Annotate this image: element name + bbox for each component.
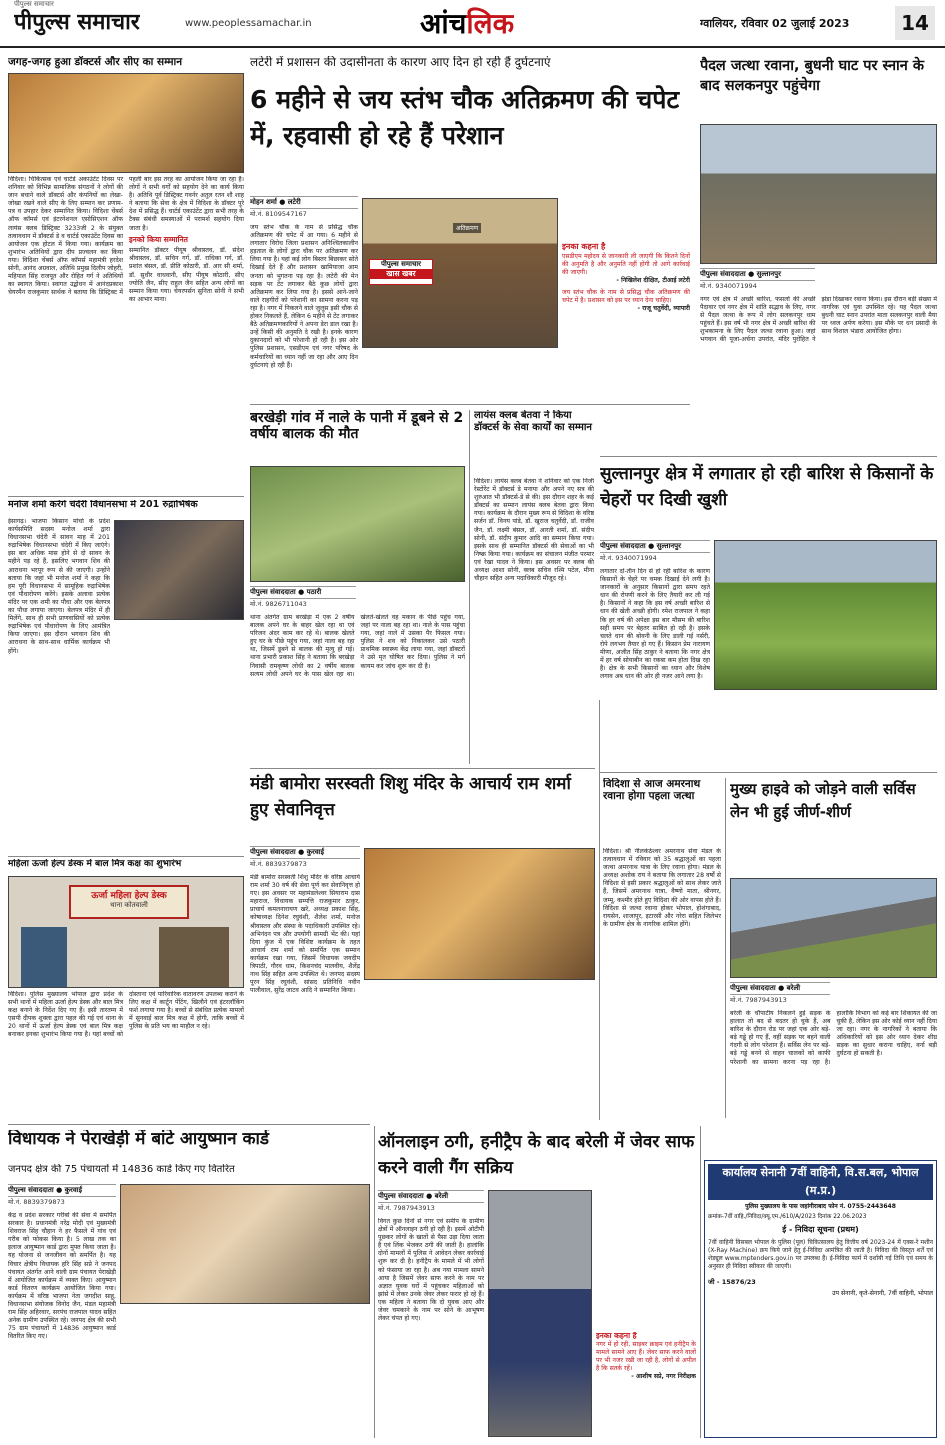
byline-mobile: मो.नं. 7987943913 <box>730 996 787 1004</box>
section-title-part-b: लिक <box>466 7 515 40</box>
tender-advertisement <box>704 1160 937 1438</box>
photo-nala <box>250 466 465 582</box>
headline-text: विधायक ने पेराखेड़ी में बांटे आयुष्मान कार्ड <box>8 1130 269 1149</box>
story-ayushman-body-cont <box>120 1308 370 1437</box>
headline-text: विदिशा से आज अमरनाथ रवाना होगा पहला जत्था <box>603 778 701 803</box>
website-url[interactable]: www.peoplessamachar.in <box>185 18 312 29</box>
story-text: विदिशा। लायंस क्लब बेतवा ने शनिवार को एक निजी रेस्टोरेंट में डॉक्टर्स डे मनाया और अपने नए सत्र की शुरुआत भी डॉक्टर्स-डे से की। इस दौरान शहर के कई डॉक्टर्स का सम्मान लायंस क्लब बेतवा द्वारा किया गया। कार्यक्रम के दौरान मुख्य रूप से विदिशा के वरिष्ठ सर्जन डॉ. विनय पांडे, डॉ. खुराज चतुर्वेदी, डॉ. राजीव जैन, डॉ. लक्ष्मी बंसल, डॉ. आरती शर्मा, डॉ. संदीप सोनी, डॉ. संदीप कुमार आदि का सम्मान किया गया। इसके साथ ही सम्मानित डॉक्टर्स की सेवाओं का भी निष्क्र किया गया। कार्यक्रम का संचालन मंजीत परमार एवं रेखा यादव ने किया। इस अवसर पर क्लब की अध्यक्ष आशा सोनी, क्लब सचिव रश्मि पटेल, मीना चौहान सहित अन्य पदाधिकारी मौजूद रहे। <box>474 478 594 583</box>
quotes-box <box>562 242 690 400</box>
byline-mobile: मो.नं. 8839379873 <box>250 860 307 868</box>
story-paidal-jattha-body <box>700 296 937 452</box>
divider <box>600 456 937 457</box>
quote-1-author: - निखिलेश दीक्षित, टीआई लटेरी <box>616 277 690 285</box>
headline-text: 6 महीने से जय स्तंभ चौक अतिक्रमण की चपेट में, रहवासी हो रहे हैं परेशान <box>250 85 680 151</box>
byline-pathari <box>250 586 356 610</box>
board-title: ऊर्जा महिला हेल्प डेस्क <box>91 891 167 901</box>
story-rudrabhishek-body <box>8 518 110 854</box>
divider <box>250 404 690 405</box>
quote-1-text: एसडीएम महोदय से जानकारी ली जाएगी कि कितने दिनों की अनुमति है और अनुमति नहीं होगी तो आगे कार्रवाई की जाएगी। <box>562 253 690 277</box>
story-ayushman-headline <box>8 1130 370 1162</box>
story-text: विगत कुछ दिनों से नगर एवं समीप के ग्रामीण क्षेत्रों में ऑनलाइन ठगी हो रही है। इसमें ओटीपी पूछकर लोगों के खातों से पैसा उड़ा दिया जाता है एवं लिंक भेजकर ठगी की जाती है। हालांकि दोनों मामलों में पुलिस ने आवेदन लेकर कार्रवाई शुरू कर दी है। हनीट्रैप के मामले में भी लोगों को फंसाया जा रहा है। अब नया मामला सामने आया है जिसमें जेवर साफ करने के नाम पर अज्ञात युवक घरों में पहुंचकर महिलाओं को झांसे में लेकर उनके जेवर लेकर फरार हो रहे हैं। एक महिला ने बताया कि दो युवक आए और जेवर चमकाने के नाम पर सोने के आभूषण लेकर चंपत हो गए। <box>378 1218 484 1323</box>
headline-text: सुल्तानपुर क्षेत्र में लगातार हो रही बारिश से किसानों के चेहरों पर दिखी खुशी <box>600 464 934 510</box>
story-text: ईसागढ़। भाजपा किसान मोर्चा के प्रदेश कार्यसमिति सदस्य मनोज शर्मा द्वारा विधानसभा चंदेरी में सावन माह में 201 रुद्राभिषेक विधानसभा चंदेरी में किए जाएंगे। इस बार अधिक मास होने से दो सावन के महीने पड़ रहे हैं, इसलिए भगवान शिव की आराधना भरपूर रूप से की जाएगी। उन्होंने बताया कि जहां भी मनोज शर्मा ने कहा कि हम पूरी विधानसभा में सामूहिक रुद्राभिषेक एवं पौधारोपण करेंगे। इसके अलावा प्रत्येक मंदिर पर एक शमी का पौधा और एक बेलपत्र का पौधा लगाया जाएगा। बेलपत्र मंदिर में ही मिलेंगे, साथ ही सभी प्राणवासियों को प्रत्येक रुद्राभिषेक एवं पौधारोपण के लिए आमंत्रित किया जाएगा। इस दौरान भगवान शिव की आराधना के साथ-साथ धार्मिक कार्यक्रम भी होंगे। <box>8 518 110 655</box>
story-service-lane-body <box>730 1010 937 1155</box>
headline-text: मनोज शर्मा करेंगे चंदेरी विधानसभा में 201 रुद्राभिषेक <box>8 500 198 510</box>
ad-body: 7वीं वाहिनी विसबल भोपाल के पुलिस (पूल) चिकित्सालय हेतु वित्तीय वर्ष 2023-24 में एक्स-रे मशीन (X-Ray Machine) क्रय किये जाने हेतु ई-निविदा आमंत्रित की जाती है। निविदा की विस्तृत शर्तें एवं शेड्यूल www.mptenders.gov.in पर उपलब्ध हैं। ई-निविदा फार्म में दर्शायी गई तिथि एवं समय के अनुसार ही निविदा स्वीकार की जाएगी। <box>708 1239 933 1271</box>
headline-text: मंडी बामोरा सरस्वती शिशु मंदिर के आचार्य राम शर्मा हुए सेवानिवृत्त <box>250 774 571 820</box>
logo-tagline: पीपुल्स समाचार <box>14 0 54 8</box>
quotes-heading: इनका कहना है <box>562 242 606 251</box>
photo-encroachment-tent <box>362 198 558 348</box>
story-barkhedi-headline <box>250 410 465 462</box>
byline-text: पीपुल्स संवाददाता ● कुरवाई <box>8 1184 116 1197</box>
ad-tender-title: ई - निविदा सूचना (प्रथम) <box>782 1225 859 1234</box>
subhead-text: जनपद क्षेत्र की 75 पंचायतों में 14836 कार्ड किए गए वितरित <box>8 1164 235 1175</box>
story-rudrabhishek-body-cont <box>114 624 244 854</box>
story-help-desk-headline <box>8 859 244 873</box>
story-rain-headline <box>600 462 937 536</box>
story-help-desk-body <box>8 991 244 1121</box>
story-paidal-jattha-headline <box>700 56 937 120</box>
byline-bareli <box>730 982 830 1006</box>
divider <box>374 1126 375 1438</box>
story-text: केंद्र व प्रदेश सरकार गरीबों की सेवा में समर्पित सरकार है। प्रधानमंत्री नरेंद्र मोदी एवं मुख्यमंत्री शिवराज सिंह चौहान ने हर फैसले में गांव एवं गरीब को फोकस किया है। 5 लाख तक का इलाज आयुष्मान कार्ड द्वारा मुफ्त किया जाता है। यह योजना से जनजीवन को समर्पित है। यह विचार क्षेत्रीय विधायक हरि सिंह सप्रे ने जनपद पंचायत अंतर्गत आने वाली ग्राम पंचायत पेराखेड़ी में आयोजित कार्यक्रम में व्यक्त किए। आयुष्मान कार्ड वितरण कार्यक्रम आयोजित किया गया। कार्यक्रम में वरिष्ठ भाजपा नेता जगदीश साहू, विधानसभा संयोजक विनोद जैन, मंडल महामंत्री राम सिंह अहिरवार, सरपंच राजपाल यादव सहित अनेक ग्रामीण उपस्थित रहे। जनपद क्षेत्र की सभी 75 ग्राम पंचायतों में 14836 आयुष्मान कार्ड वितरित किए गए। <box>8 1212 116 1341</box>
divider <box>700 1126 701 1438</box>
poster-child-line <box>21 927 67 987</box>
divider <box>469 410 470 764</box>
newspaper-logo: पीपुल्स समाचार <box>14 9 140 35</box>
story-jay-stambh-kicker <box>250 56 690 78</box>
story-jay-stambh-body-cont <box>362 352 558 400</box>
byline-mobile: मो.नं. 9340071994 <box>700 282 757 290</box>
story-lions-headline <box>474 410 594 474</box>
page-number: 14 <box>895 6 935 40</box>
byline-mobile: मो.नं. 9340071994 <box>600 554 657 562</box>
byline-latheri <box>250 196 358 220</box>
story-doctors-ca-headline <box>8 56 244 70</box>
divider <box>8 1124 370 1125</box>
byline-bareli-2 <box>378 1190 484 1214</box>
kicker-text: लटेरी में प्रशासन की उदासीनता के कारण आए दिन हो रही हैं दुर्घटनाएं <box>250 56 551 69</box>
byline-text: पीपुल्स संवाददाता ● सुल्तानपुर <box>700 268 815 281</box>
story-rudrabhishek-headline <box>8 500 244 514</box>
photo-retirement-felicitation <box>364 848 595 980</box>
byline-sultanpur <box>700 268 815 292</box>
story-amarnath-body <box>603 848 721 1120</box>
masthead <box>0 0 945 48</box>
story-fraud-body-right <box>596 1190 696 1330</box>
byline-mobile: मो.नं. 8109547167 <box>250 210 307 218</box>
banner-text: अतिक्रमण <box>453 223 481 233</box>
divider <box>8 496 244 497</box>
story-text: बरेली के चौपाटीय निकलने हुई सड़क के हालात तो बद से बदतर हो चुके हैं, अब बारिश के दौरान रोड पर जहां एक ओर बड़े-बड़े गड्ढे हो गए हैं, वहीं सड़क पर बहने वाली गंदगी से लोग परेशान हैं। सर्विस लेन पर बड़े-बड़े गड्ढे बनने से वाहन चालकों को काफी परेशानी का सामना करना पड़ रहा है। हालांकि विभाग को कई बार शिकायत की जा चुकी है, लेकिन इस ओर कोई ध्यान नहीं दिया जा रहा। नगर के नागरिकों ने बताया कि अधिकारियों को इस ओर ध्यान देकर शीघ्र सड़क का सुधार कराना चाहिए, वर्ना बड़ी दुर्घटना हो सकती है। <box>730 1010 937 1066</box>
photo-service-lane <box>730 878 937 978</box>
photo-rice-field <box>714 540 937 690</box>
headline-text: पैदल जत्था रवाना, बुधनी घाट पर स्नान के बाद सलकनपुर पहुंचेगा <box>700 58 925 95</box>
story-mandi-bamora-headline <box>250 772 595 842</box>
divider <box>725 778 726 1118</box>
fraud-quote-box <box>596 1332 696 1437</box>
ad-signature: उप सेनानी, कृते-सेनानी, 7वीं वाहिनी, भोपाल <box>832 1290 933 1298</box>
badge-brand: पीपुल्स समाचार <box>380 260 422 268</box>
story-lions-body <box>474 478 594 764</box>
edition-date: ग्वालियर, रविवार 02 जुलाई 2023 <box>700 17 850 30</box>
headline-text: जगह-जगह हुआ डॉक्टर्स और सीए का सम्मान <box>8 56 183 68</box>
story-rain-body-cont <box>714 694 937 768</box>
quote-2-author: - राजू चतुर्वेदी, व्यापारी <box>637 304 690 312</box>
story-fraud-headline <box>378 1130 696 1186</box>
story-text: विदिशा। श्री नीलकंठेश्वर अमरनाथ सेवा मंडल के तत्वावधान में रविवार को 35 श्रद्धालुओं का पहला जत्था अमरनाथ यात्रा के लिए रवाना होगा। मंडल के अध्यक्ष अशोक राय ने बताया कि लगातार 28 वर्षों से विदिशा से इसी प्रकार श्रद्धालुओं को साथ लेकर जाते हैं, जिसमें अमरनाथ यात्रा, वैष्णो माता, श्रीनगर, जम्मू, कश्मीर होते हुए विदिशा की ओर वापस होते हैं। विदिशा से जत्था रवाना होकर भोपाल, होशंगाबाद, रायसेन, शाजापुर, इटारसी और नरेरा सहित जिलेभर के ग्रामीण क्षेत्र के नागरिक शामिल होंगे। <box>603 848 721 928</box>
story-text: विदिशा। पुलिस मुख्यालय भोपाल द्वारा प्रदेश के सभी थानों में महिला ऊर्जा हेल्प डेस्क और बाल मित्र कक्ष बनाने के निर्देश दिए गए हैं। इसी तारतम्य में एसपी दीपक शुक्ला द्वारा पहल की गई एवं थाना के 20 थानों में ऊर्जा हेल्प डेस्क एवं बाल मित्र कक्ष बनाकर इनका शुभारंभ किया गया है। यहां बच्चों को दोस्ताना एवं पारिवारिक वातावरण उपलब्ध कराने के लिए कक्ष में कार्टून पेंटिंग, खिलौने एवं इंटरलॉकिंग फर्श लगाया गया है। बच्चों से संबंधित प्रत्येक मामलों में सुनवाई बाल मित्र कक्ष में होगी, ताकि बच्चों में पुलिस के प्रति भय का माहौल न रहे। <box>8 991 244 1039</box>
police-officers <box>159 927 229 987</box>
story-text: लगातार दो-तीन दिन से हो रही बारिश के कारण किसानों के चेहरे पर चमक दिखाई देने लगी है। जानकारों के अनुसार किसानों द्वारा समय रहते धान की रोपणी करने के लिए तैयारी कर ली गई है। किसानों ने कहा कि इस वर्ष अच्छी बारिश से धान की खेती अच्छी होगी। रमेश राजपाल ने कहा कि हर वर्ष की अपेक्षा इस बार मौसम की बारिश सही समय पर बेहतर साबित हो रही है। इसके चलते धान की बोवनी के लिए डाली गई नर्सरी, रोपे लगभग तैयार हो गए हैं। किसान प्रेम नारायण मीणा, अजीत सिंह ठाकुर ने बताया कि नगर क्षेत्र में हर वर्ष सोयाबीन का रकबा कम होता दिख रहा है। क्षेत्र के सभी किसानों का ध्यान और विशेष लगाव अब धान की ओर ही नजर आने लगा है। <box>600 568 710 681</box>
photo-help-desk <box>8 876 244 988</box>
headline-text: मुख्य हाइवे को जोड़ने वाली सर्विस लेन भी हुई जीर्ण-शीर्ण <box>730 780 916 821</box>
story-text: जय स्तंभ चौक के नाम से प्रसिद्ध चौक अतिक्रमण की चपेट में आ गया। 6 महीने से लगातार विरोध जिला प्रशासन अनिश्चितकालीन हड़ताल के लोगों द्वारा चौक पर अतिक्रमण कर लिया गया है। यहां कई लोग बिस्तर बिछाकर सोते दिखाई देते हैं और प्रशासन खामियाजा आम जनता को भुगतना पड़ रहा है। लटेरी की मेन सड़क पर टेंट लगाकर बैठे कुछ लोगों द्वारा अतिक्रमण कर लिया गया है। इससे आने-जाने वाले राहगीरों को परेशानी का सामना करना पड़ रहा है। नगर में निकलने वाले जुलूस इसी चौक से होकर निकलते हैं, लेकिन 6 महीने से टेंट लगाकर बैठे अतिक्रमणकारियों ने अपना डेरा डाल रखा है। उन्हें किसी की अनुमति दे रखी है। इनके कारण दुकानदारों को भी परेशानी हो रही है। इस ओर पुलिस प्रशासन, एसडीएम एवं नगर परिषद के कर्मचारियों का ध्यान नहीं जा रहा और आए दिन दुर्घटनाएं हो रही हैं। <box>250 224 358 369</box>
byline-text: पीपुल्स संवाददाता ● बरेली <box>730 982 830 995</box>
quote-text: नगर में हो रही, साइबर क्राइम एवं हनीट्रैप के मामले सामने आए हैं। जेवर साफ करने वालों पर भी नजर रखी जा रही है, लोगों से अपील है कि सतर्क रहें। <box>596 1340 696 1372</box>
byline-kurwai <box>250 846 360 870</box>
byline-text: पीपुल्स संवाददाता ● पठारी <box>250 586 356 599</box>
byline-mobile: मो.नं. 7987943913 <box>378 1204 435 1212</box>
byline-kurwai-2 <box>8 1184 116 1208</box>
subhead-honoured: इनको किया सम्मानित <box>129 234 188 244</box>
quotes-heading: इनका कहना है <box>596 1332 637 1340</box>
headline-text: बरखेड़ी गांव में नाले के पानी में डूबने से 2 वर्षीय बालक की मौत <box>250 410 464 443</box>
byline-sultanpur-2 <box>600 540 710 564</box>
story-text: थाना अंतर्गत ग्राम बरखेड़ा में एक 2 वर्षीय बालक अपने घर के बाहर खेल रहा था एवं परिजन अंदर काम कर रहे थे। बालक खेलते हुए घर के पीछे पहुंच गया, जहां नाला बह रहा था, जिसमें डूबने से बालक की मृत्यु हो गई। थाना प्रभारी प्रकाश सिंह ने बताया कि बरखेड़ा निवासी रामकृष्ण लोधी का 2 वर्षीय बालक सत्यम लोधी अपने घर के पास खेल रहा था। खेलते-खेलते वह मकान के पीछे पहुंच गया, जहां पर नाला बह रहा था। नाले के पास पहुंचा गया, जहां नाले में उसका पैर फिसल गया। पुलिस ने शव को निकालकर उसे पठारी प्राथमिक स्वास्थ्य केंद्र लाया गया, जहां डॉक्टरों ने उसे मृत घोषित कर दिया। पुलिस ने मर्ग कायम कर जांच शुरू कर दी है। <box>250 614 465 678</box>
ad-office-title: कार्यालय सेनानी 7वीं वाहिनी, वि.स.बल, भोपाल (म.प्र.) <box>708 1164 933 1200</box>
divider <box>250 768 595 769</box>
photo-manoj-sharma <box>114 520 244 620</box>
ad-address: पुलिस मुख्यालय के पास जहांगीराबाद फोन नं. 0755-2443648 <box>745 1203 896 1210</box>
byline-text: पीपुल्स संवाददाता ● बरेली <box>378 1190 484 1203</box>
photo-doctors-group <box>8 73 244 173</box>
headline-text: ऑनलाइन ठगी, हनीट्रैप के बाद बरेली में जेवर साफ करने वाली गैंग सक्रिय <box>378 1132 695 1178</box>
story-ayushman-body <box>8 1212 116 1437</box>
headline-text: महिला ऊर्जा हेल्प डेस्क में बाल मित्र कक्ष का शुभारंभ <box>8 859 182 869</box>
story-barkhedi-body <box>250 614 465 764</box>
story-subtext: सम्मानित डॉक्टर पीयूष श्रीवास्तव, डॉ. संदेश श्रीवास्तव, डॉ. सचिन गर्ग, डॉ. राधिका गर्ग, डॉ. प्रशांत बंसल, डॉ. प्रीति कोठारी, डॉ. आर सी शर्मा, डॉ. सुधीर वाधवानी, सीए पीयूष कोठारी, सीए ज्योति जैन, सीए राहुल जैन सहित अन्य लोगों का सम्मान किया गया। चेयरपर्सन सुनिता सोनी ने सभी का आभार माना। <box>129 247 244 303</box>
story-fraud-body <box>378 1218 484 1437</box>
byline-text: पीपुल्स संवाददाता ● कुरवाई <box>250 846 360 859</box>
story-mandi-bamora-body <box>250 874 360 1120</box>
story-ayushman-subhead <box>8 1164 370 1180</box>
story-jay-stambh-body <box>250 224 358 374</box>
byline-text: मोहन शर्मा ● लटेरी <box>250 196 358 209</box>
help-desk-board <box>69 885 189 919</box>
khas-khabar-badge <box>369 259 433 285</box>
story-text: विदिशा। चिकित्सक एवं चार्टर्ड अकाउंटेंट दिवस पर शनिवार को विभिन्न सामाजिक संगठनों ने लोगों की जान बचाने वाले डॉक्टर्स और कंपनियों का लेखा-जोखा रखने वाले सीए के लिए सम्मान कर प्रणाम-पत्र व उपहार देकर सम्मानित किया। विदिशा चेंबर्स ऑफ कॉमर्स एवं इंटरनेशनल एसोसिएशन ऑफ लायंस क्लब डिस्ट्रिक्ट 3233जी 2 के संयुक्त तत्वावधान में डॉक्टर्स डे व चार्टर्ड एकाउंटेंट दिवस का आयोजन एक होटल में किया गया। कार्यक्रम का शुभारंभ अतिथियों द्वारा दीप प्रज्वलन कर किया गया। विदिशा चेंबर्स ऑफ कॉमर्स महामंत्री हरदेश सोनी, आनंद अग्रवाल, अतिथि प्रमुख दिलीप जोहरी, महिपाल सिंह राजपूत और रोहित गर्ग ने अतिथियों का स्वागत किया। स्वागत उद्बोधन में आनंदप्रकाश चेयरमैन राजकुमार सार्थक ने बताया कि डिस्ट्रिक्ट में पहली बार इस तरह का आयोजन किया जा रहा है। लोगों ने सभी वर्गों को सहयोग देने का कार्य किया है। अतिथि पूर्व डिस्ट्रिक्ट गवर्नर अतुल रतन शौ शाह ने बताया कि सेवा के क्षेत्र में विदिशा के डॉक्टर पूरे देश में प्रसिद्ध हैं। चार्टर्ड एकाउंटेंट द्वारा सभी तरह के टैक्स संबंधी समस्याओं में परामर्श सहयोग दिया जाता है। <box>8 176 244 297</box>
divider <box>600 772 937 773</box>
story-doctors-ca-body <box>8 176 244 494</box>
story-service-lane-headline <box>730 778 937 874</box>
photo-cctv-bike <box>488 1190 592 1437</box>
headline-text: लायंस क्लब बेतवा ने किया डॉक्टर्स के सेवा कार्यों का सम्मान <box>474 410 592 433</box>
story-rain-body <box>600 568 710 768</box>
photo-jattha-group <box>700 124 937 264</box>
story-text: मंडी बामोरा सरस्वती शिशु मंदिर के वरिष्ठ आचार्य राम शर्मा 30 वर्ष की सेवा पूर्ण कर सेवानिवृत्त हो गए। इस अवसर पर महामंडलेश्वर सियाराम दास महाराज, विधायक सम्पत्ति राजकुमार ठाकुर, प्राचार्य कमलनारायण खरे, अध्यक्ष प्रकाश सिंह, कोषाध्यक्ष दिनेश रघुवंशी, शैलेश शर्मा, मनोज श्रीवास्तव और संस्था के पदाधिकारी उपस्थित रहे। अभिनंदन पत्र और उपयोगी सामग्री भेंट की। यहां दिया कुंज में एक विशिष्ट कार्यक्रम के तहत आचार्य राम शर्मा को समर्पित एक सम्मान कार्यक्रम रखा गया, जिसमें विधायक जयदीप त्रिपाठी, गौरव धाम, किशनचंद मालवीय, शैलेंद्र नाथ सिंह सहित अन्य उपस्थित थे। जनपद सदस्य पूरन सिंह रघुवंशी, सांसद प्रतिनिधि नवीन पालीवाल, सुरेंद्र जाटव आदि ने सम्मानित किया। <box>250 874 360 995</box>
story-jay-stambh-headline <box>250 82 690 192</box>
byline-mobile: मो.नं. 9826711043 <box>250 600 307 608</box>
byline-mobile: मो.नं. 8839379873 <box>8 1198 65 1206</box>
story-amarnath-headline <box>603 778 721 844</box>
ad-code: जी - 15876/23 <box>708 1278 756 1287</box>
board-subtitle: थाना कोतवाली <box>110 901 148 910</box>
section-title <box>420 4 514 42</box>
divider <box>8 856 244 857</box>
story-mandi-bamora-body-cont <box>364 984 595 1120</box>
quote-author: - आशीष सप्रे, नगर निरीक्षक <box>631 1373 696 1380</box>
photo-ayushman-cards <box>120 1184 370 1304</box>
story-text: नगर एवं क्षेत्र में अच्छी बारिश, फसलों की अच्छी पैदावार एवं नगर क्षेत्र में शांति सद्भाव के लिए, नगर से पैदल जत्था के रूप में लोग सलकनपुर धाम पहुंचते हैं। इस वर्ष भी नगर क्षेत्र में अच्छी बारिश की शुभकामना के लिए पैदल जत्था रवाना हुआ। जहां भगवान की पूजा-अर्चना उपरांत, मंदिर पुरोहित ने झंडा दिखाकर रवाना किया। इस दौरान बड़ी संख्या में नागरिक एवं युवा उपस्थित रहे। यह पैदल जत्था बुधनी घाट स्नान उपरांत माता सलकनपुर वाली मैया पर ध्वज अर्पण करेगा। इस मौके पर धन प्रसादी के साथ विशाल भंडारा आयोजित होगा। <box>700 296 937 344</box>
byline-text: पीपुल्स संवाददाता ● सुल्तानपुर <box>600 540 710 553</box>
ad-reference: क्रमांक-7वीं वाहि./निविदा/क्यू.एम./610/A/2023 दिनांक 22.06.2023 <box>708 1214 867 1220</box>
story-jay-stambh-body-right <box>562 198 690 238</box>
section-title-part-a: आंच <box>420 7 467 40</box>
quote-2-text: जय स्तंभ चौक के नाम से प्रसिद्ध चौक अतिक्रमण की चपेट में है। प्रशासन को इस पर ध्यान देना चाहिए। <box>562 288 690 304</box>
badge-label: खास खबर <box>370 269 432 279</box>
